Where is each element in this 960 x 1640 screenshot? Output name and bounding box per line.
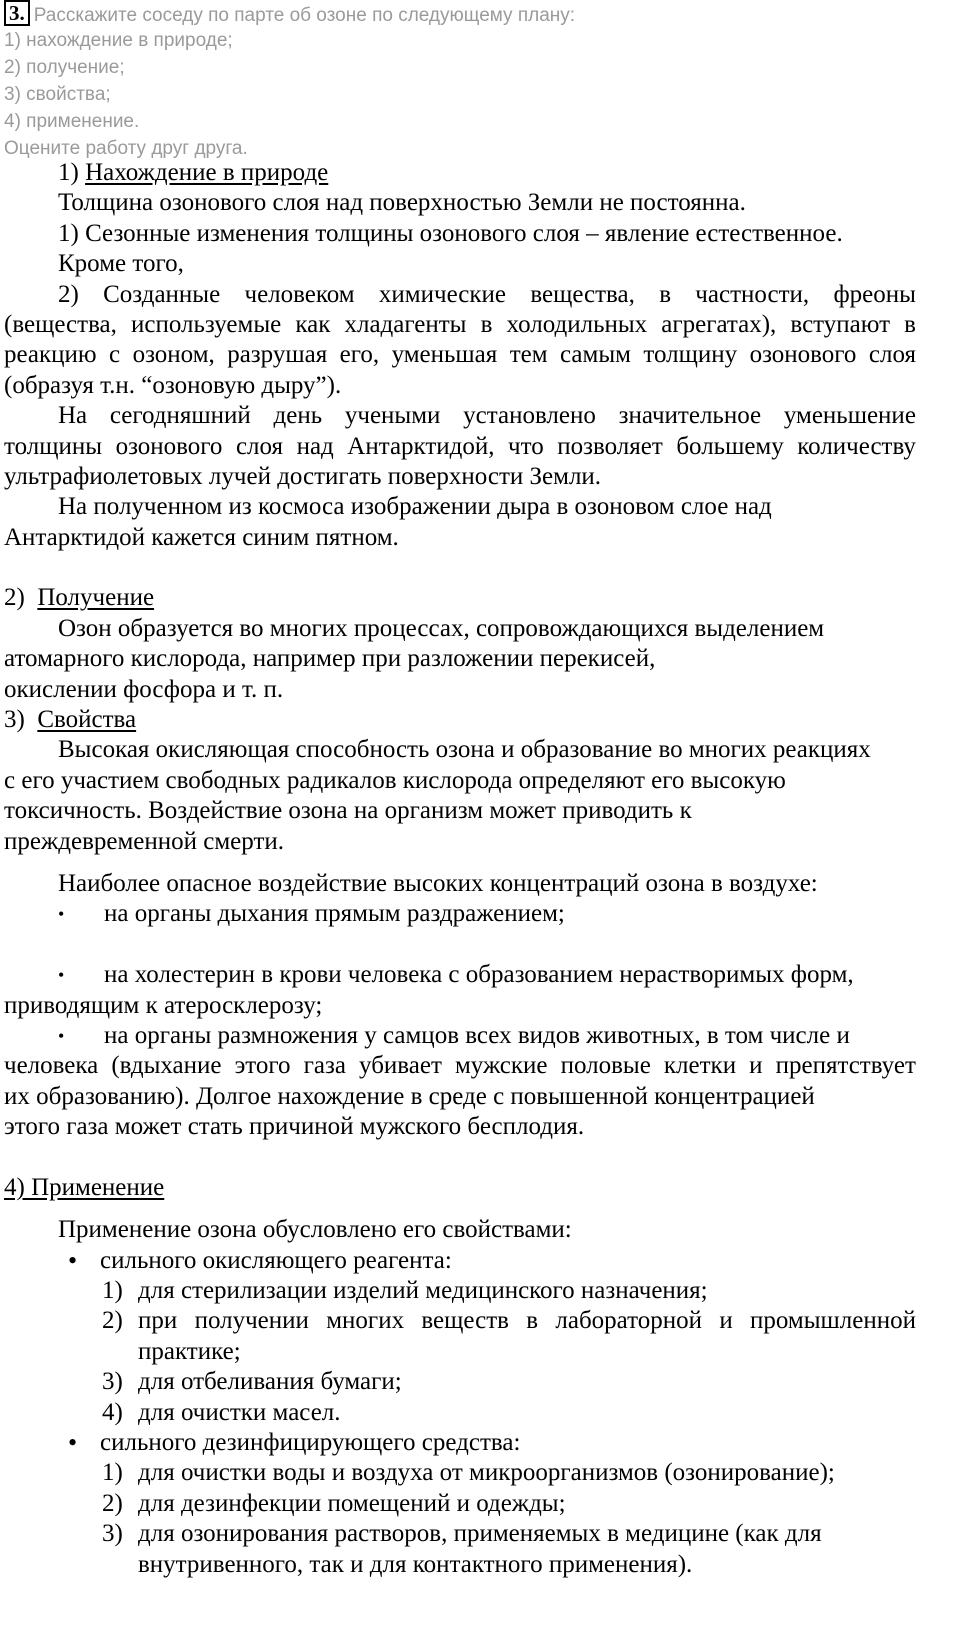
numbered-item-continuation: внутривенного, так и для контактного применения). (138, 1550, 693, 1578)
word: в (526, 1307, 539, 1335)
word: с (109, 341, 121, 369)
word: при (138, 1307, 178, 1335)
paragraph-line (4, 1051, 916, 1081)
bullet-icon: • (58, 965, 65, 986)
word: препятствует (775, 1052, 916, 1080)
plan-item: 1) нахождение в природе; (4, 30, 233, 51)
paragraph-line: Кроме того, (58, 250, 184, 278)
word: клетки (663, 1052, 737, 1080)
spacer (4, 1143, 960, 1173)
word: разрушая (227, 341, 328, 369)
paragraph-line: приводящим к атеросклерозу; (4, 991, 323, 1019)
word: его, (339, 341, 380, 369)
word: частности, (695, 280, 810, 308)
word: человеком (244, 280, 355, 308)
paragraph-line: окислении фосфора и т. п. (4, 675, 284, 703)
word: озоном, (132, 341, 215, 369)
section-heading-production: 2) Получение (4, 584, 155, 612)
numbered-item: 1) для стерилизации изделий медицинского назначения; (102, 1277, 708, 1305)
bullet-icon: • (68, 1245, 78, 1275)
numbered-item: 2) для дезинфекции помещений и одежды; (102, 1489, 566, 1517)
paragraph-line: Высокая окисляющая способность озона и образование во многих реакциях (58, 736, 871, 764)
bullet-icon: • (68, 1428, 78, 1458)
section-heading-properties: 3) Свойства (4, 706, 137, 734)
word: самым (560, 341, 631, 369)
word: что (508, 432, 544, 460)
numbered-item: 3) для отбеливания бумаги; (102, 1368, 402, 1396)
word: тем (509, 341, 548, 369)
numbered-item: 4) для очистки масел. (102, 1398, 341, 1426)
word: значительное (618, 402, 762, 430)
word: слоя (235, 432, 284, 460)
word: получении (194, 1307, 309, 1335)
word: реакцию (4, 341, 97, 369)
application-intro: Применение озона обусловлено его свойствами: (58, 1216, 572, 1244)
word: уменьшение (783, 402, 916, 430)
word: в (904, 310, 916, 338)
paragraph-line: с его участием свободных радикалов кислорода определяют его высокую (4, 766, 786, 794)
paragraph-line: Антарктидой кажется синим пятном. (4, 523, 399, 551)
paragraph-line: преждевременной смерти. (4, 827, 285, 855)
word: вступают (790, 310, 891, 338)
word: и (719, 1307, 733, 1335)
paragraph-line: На полученном из космоса изображении дыра в озоновом слое над (58, 493, 772, 521)
list-item: • сильного дезинфицирующего средства: (68, 1428, 521, 1458)
word: холодильных (506, 310, 648, 338)
paragraph-line (4, 401, 916, 431)
plan-item: 3) свойства; (4, 84, 111, 105)
section-heading-nature: 1) Нахождение в природе (58, 159, 329, 186)
word: озонового (749, 341, 857, 369)
paragraph-line: Толщина озонового слоя над поверхностью Земли не постоянна. (58, 189, 746, 217)
spacer (4, 857, 960, 869)
paragraph-line: Озон образуется во многих процессах, сопровождающихся выделением (58, 614, 825, 642)
list-item: • на органы размножения у самцов всех видов животных, в том числе и (4, 1021, 960, 1051)
word: слоя (868, 341, 916, 369)
word: Созданные (103, 280, 221, 308)
plan-item: 4) применение. (4, 111, 140, 132)
word: промышленной (750, 1307, 916, 1335)
word: учеными (344, 402, 441, 430)
paragraph-line (4, 310, 916, 340)
word: сегодняшний (109, 402, 251, 430)
word: над (296, 432, 334, 460)
list-item: • на органы дыхания прямым раздражением; (4, 899, 960, 929)
paragraph-line: (образуя т.н. “озоновую дыру”). (4, 371, 342, 399)
word: (вдыхание (111, 1052, 222, 1080)
word: веществ (421, 1307, 509, 1335)
task-block (4, 0, 944, 162)
task-prompt-row (4, 0, 944, 27)
numbered-item: 1) для очистки воды и воздуха от микроорганизмов (озонирование); (102, 1459, 835, 1487)
spacer (4, 930, 960, 960)
paragraph-line: ультрафиолетовых лучей достигать поверхности Земли. (4, 462, 602, 490)
word: хладагенты (344, 310, 467, 338)
numbered-item: 2) при получении многих веществ в лабораторной и промышленной (4, 1306, 960, 1336)
word: количеству (797, 432, 916, 460)
word: как (295, 310, 331, 338)
paragraph-line: атомарного кислорода, например при разложении перекисей, (4, 645, 656, 673)
task-number: 3. (4, 0, 30, 26)
bullet-icon: • (58, 904, 65, 925)
list-item: • сильного окисляющего реагента: (68, 1245, 452, 1275)
word: уменьшая (391, 341, 498, 369)
word: половые (560, 1052, 651, 1080)
word: этого (234, 1052, 291, 1080)
word: (вещества, (4, 310, 117, 338)
spacer (4, 1203, 960, 1215)
paragraph-line (4, 432, 916, 462)
word: Антарктидой, (347, 432, 495, 460)
word: химические (378, 280, 507, 308)
word: фреоны (833, 280, 916, 308)
word: позволяет (557, 432, 663, 460)
spacer (4, 553, 960, 583)
word: 2) (58, 280, 79, 308)
paragraph-line (4, 280, 916, 310)
task-prompt: Расскажите соседу по парте об озоне по следующему плану: (33, 5, 576, 26)
list-item: • на холестерин в крови человека с образованием нерастворимых форм, (4, 960, 960, 990)
numbered-item-continuation: практике; (138, 1337, 241, 1365)
paragraph-line: этого газа может стать причиной мужского бесплодия. (4, 1113, 585, 1141)
bullet-icon: • (58, 1025, 65, 1046)
hazards-intro: Наиболее опасное воздействие высоких концентраций озона в воздухе: (58, 869, 818, 897)
word: и (749, 1052, 763, 1080)
word: толщины (4, 432, 103, 460)
word: человека (4, 1052, 99, 1080)
word: в (480, 310, 493, 338)
word: лабораторной (555, 1307, 702, 1335)
plan-item: 2) получение; (4, 57, 125, 78)
word: день (273, 402, 323, 430)
task-footer: Оцените работу друг друга. (4, 138, 248, 159)
word: толщину (643, 341, 738, 369)
paragraph-line (4, 340, 916, 370)
word: мужские (454, 1052, 548, 1080)
word: используемые (131, 310, 282, 338)
word: вещества, (530, 280, 635, 308)
numbered-item: 3) для озонирования растворов, применяемых в медицине (как для (102, 1520, 822, 1548)
paragraph-line: 1) Сезонные изменения толщины озонового слоя – явление естественное. (58, 219, 843, 247)
word: в (659, 280, 671, 308)
word: озонового (115, 432, 223, 460)
word: установлено (463, 402, 596, 430)
paragraph-line: их образованию). Долгое нахождение в среде с повышенной концентрацией (4, 1082, 815, 1110)
word: агрегатах), (661, 310, 777, 338)
word: газа (303, 1052, 346, 1080)
section-heading-application: 4) Применение (4, 1173, 165, 1201)
word: большему (676, 432, 784, 460)
paragraph-line: токсичность. Воздействие озона на организм может приводить к (4, 797, 692, 825)
word: многих (326, 1307, 405, 1335)
answer-body (4, 158, 960, 1580)
word: На (58, 402, 88, 430)
word: убивает (359, 1052, 442, 1080)
